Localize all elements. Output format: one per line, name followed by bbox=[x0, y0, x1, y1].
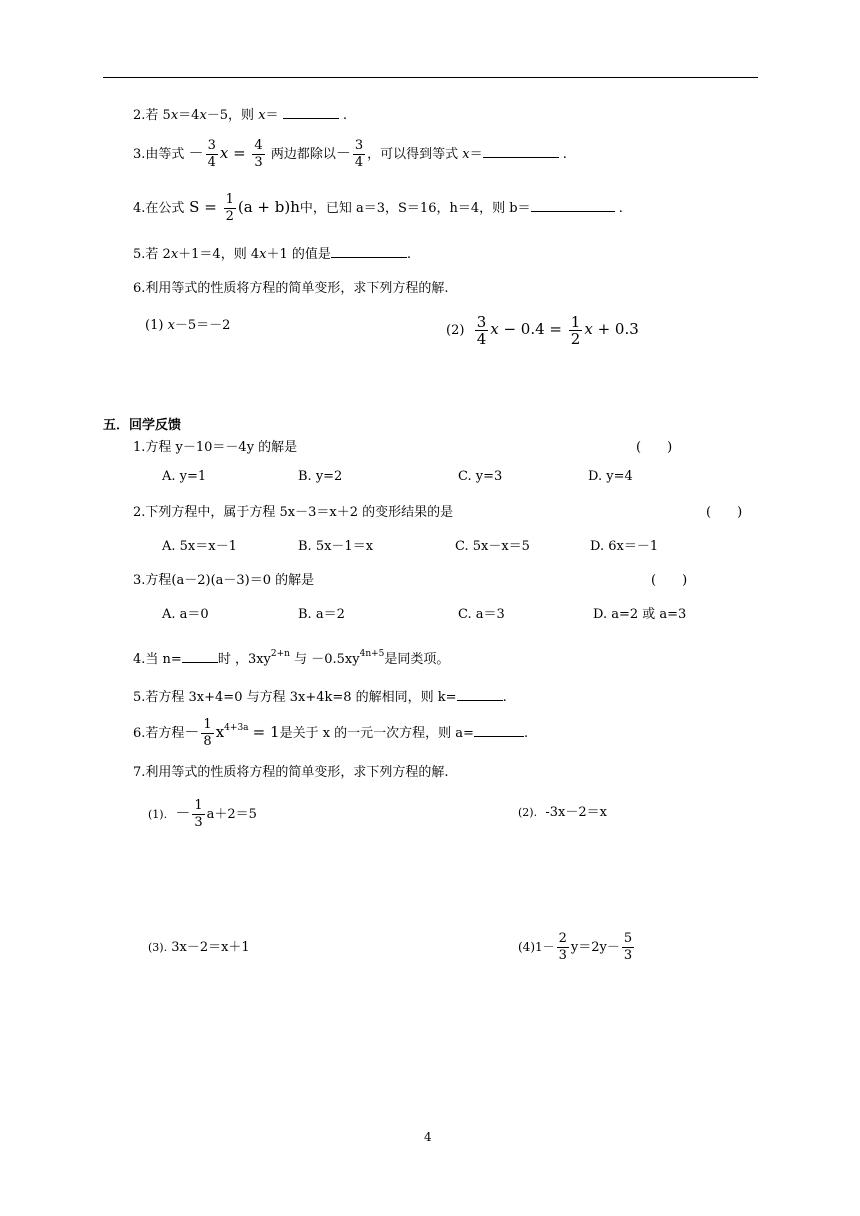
fill-question-4: 4.当 n= 时 ，$3xy^{2+n}$ 与 $-0.5xy^{4n+5}$是同类项。 bbox=[133, 649, 450, 667]
mc-paren-2: ( ) bbox=[706, 505, 743, 520]
question-6-part-1: (1) x－5＝－2 bbox=[145, 318, 231, 333]
mc-question-2: 2.下列方程中，属于方程 5x－3＝x＋2 的变形结果的是 bbox=[133, 505, 454, 520]
question-6-part-2: (2) $\frac{3}{4}$ x − 0.4 = $\frac{1}{2}$ x + 0.3 bbox=[446, 313, 639, 348]
mc-option-a[interactable]: A. 5x＝x－1 bbox=[162, 539, 237, 554]
mc-option-c[interactable]: C. y=3 bbox=[458, 469, 503, 484]
fill-question-7: 7.利用等式的性质将方程的简单变形，求下列方程的解. bbox=[133, 765, 449, 780]
answer-blank[interactable] bbox=[457, 686, 503, 701]
mc-paren-3: ( ) bbox=[651, 573, 688, 588]
solve-part-3: (3). 3x－2＝x＋1 bbox=[148, 940, 250, 955]
fill-question-6: 6.若方程－ $\frac{1}{8}$ $x^{4+3a} = 1$是关于 x 的一元一次方程，则 a= . bbox=[133, 717, 529, 749]
mc-option-a[interactable]: A. y=1 bbox=[162, 469, 207, 484]
question-2: 2.若 5x＝4x－5，则 x＝ . bbox=[133, 104, 347, 125]
mc-option-c[interactable]: C. a＝3 bbox=[458, 607, 505, 622]
header-rule bbox=[103, 77, 758, 78]
mc-option-d[interactable]: D. y=4 bbox=[588, 469, 633, 484]
question-6: 6.利用等式的性质将方程的简单变形，求下列方程的解. bbox=[133, 281, 449, 296]
mc-option-c[interactable]: C. 5x－x＝5 bbox=[455, 539, 530, 554]
answer-blank[interactable] bbox=[531, 197, 615, 212]
answer-blank[interactable] bbox=[182, 648, 218, 663]
answer-blank[interactable] bbox=[283, 104, 339, 119]
mc-option-b[interactable]: B. y=2 bbox=[298, 469, 343, 484]
answer-blank[interactable] bbox=[483, 143, 559, 158]
mc-option-a[interactable]: A. a＝0 bbox=[162, 607, 209, 622]
solve-part-2: (2). -3x－2＝x bbox=[518, 805, 607, 820]
fill-question-5: 5.若方程 3x+4=0 与方程 3x+4k=8 的解相同，则 k= . bbox=[133, 686, 507, 707]
answer-blank[interactable] bbox=[474, 722, 524, 737]
mc-option-d[interactable]: D. 6x＝－1 bbox=[590, 539, 659, 554]
question-4: 4.在公式 S = $\frac{1}{2}$ (a + b)h中，已知 a＝3，S＝16，h＝4，则 b＝ . bbox=[133, 192, 623, 224]
question-3: 3.由等式 － $\frac{3}{4}$ x = $\frac{4}{3}$ 两边都除以－ $\frac{3}{4}$ ，可以得到等式 x＝ . bbox=[133, 138, 567, 170]
question-5: 5.若 2x＋1＝4，则 4x＋1 的值是 . bbox=[133, 243, 411, 264]
mc-option-b[interactable]: B. a＝2 bbox=[298, 607, 345, 622]
solve-part-1: (1). － $\frac{1}{3}$ a＋2＝5 bbox=[148, 798, 257, 830]
mc-question-3: 3.方程(a－2)(a－3)＝0 的解是 bbox=[133, 573, 315, 588]
mc-paren-1: ( ) bbox=[636, 440, 673, 455]
page-number: 4 bbox=[424, 1130, 432, 1144]
mc-option-d[interactable]: D. a=2 或 a=3 bbox=[593, 607, 687, 622]
answer-blank[interactable] bbox=[331, 243, 407, 258]
mc-question-1: 1.方程 y－10＝－4y 的解是 bbox=[133, 440, 298, 455]
mc-option-b[interactable]: B. 5x－1＝x bbox=[298, 539, 374, 554]
section-title: 五．回学反馈 bbox=[103, 418, 182, 433]
solve-part-4: (4)1－ $\frac{2}{3}$ y＝2y－ $\frac{5}{3}$ bbox=[518, 931, 633, 963]
